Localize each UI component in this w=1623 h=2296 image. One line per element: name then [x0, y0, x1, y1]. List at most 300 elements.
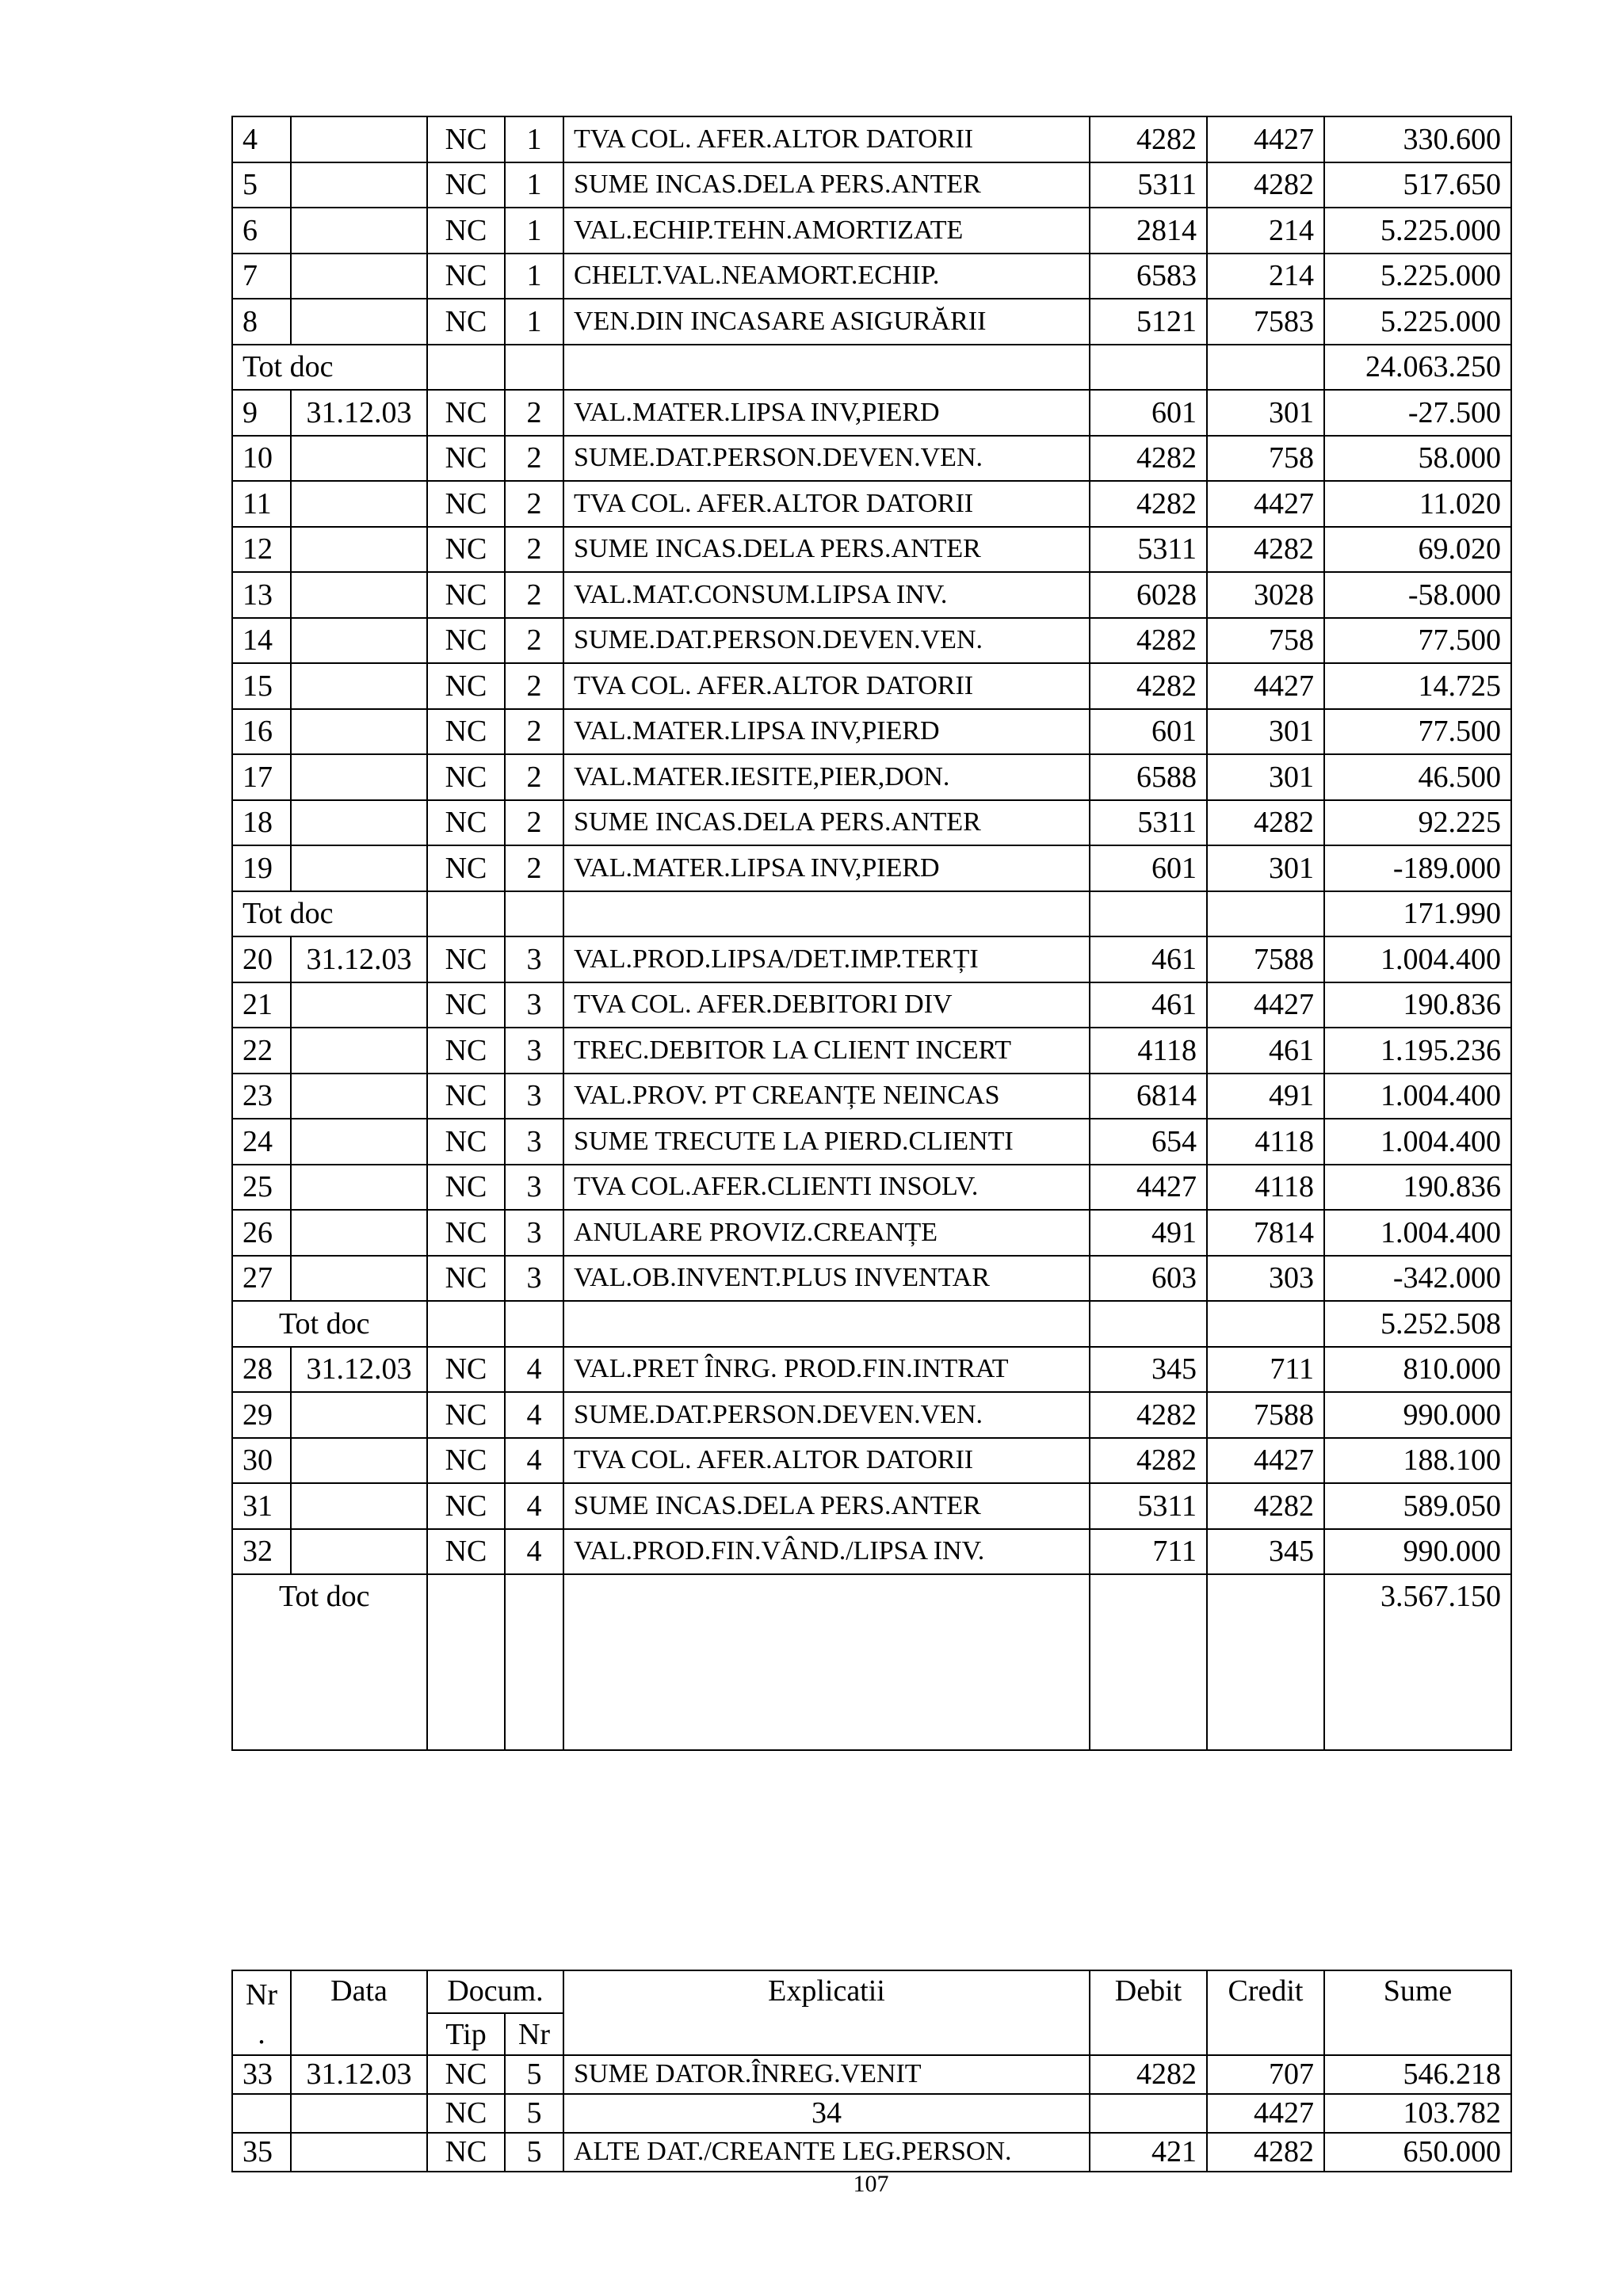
row-date: [291, 845, 427, 891]
row-amount: -58.000: [1324, 572, 1511, 618]
row-date: [291, 116, 427, 162]
row-doc-number: 2: [505, 481, 563, 527]
table-row: [232, 1392, 1511, 1438]
row-explanation: VAL.PROD.FIN.VÂND./LIPSA INV.: [563, 1529, 1090, 1575]
row-debit: 4282: [1090, 663, 1207, 709]
row-explanation: VAL.PROV. PT CREANȚE NEINCAS: [563, 1074, 1090, 1119]
row-amount: 69.020: [1324, 527, 1511, 573]
table-row: [232, 436, 1511, 482]
row-date: 31.12.03: [291, 936, 427, 982]
row-doc-number: 2: [505, 663, 563, 709]
row-doc-type: NC: [427, 299, 505, 345]
row-doc-number: 1: [505, 116, 563, 162]
row-debit: 5121: [1090, 299, 1207, 345]
row-explanation: SUME.DAT.PERSON.DEVEN.VEN.: [563, 436, 1090, 482]
row-debit: 5311: [1090, 800, 1207, 846]
row-number: 11: [232, 481, 291, 527]
row-number: 15: [232, 663, 291, 709]
table-row: [232, 845, 1511, 891]
row-doc-type: NC: [427, 527, 505, 573]
row-amount: -342.000: [1324, 1256, 1511, 1302]
row-date: [291, 1028, 427, 1074]
row-doc-number: 4: [505, 1347, 563, 1393]
row-date: [291, 709, 427, 755]
row-doc-type: NC: [427, 754, 505, 800]
table-row: [232, 1483, 1511, 1529]
row-debit: 4282: [1090, 1392, 1207, 1438]
row-number: 13: [232, 572, 291, 618]
row-amount: 1.004.400: [1324, 1074, 1511, 1119]
row-explanation: VAL.MATER.LIPSA INV,PIERD: [563, 709, 1090, 755]
row-debit: 4282: [1090, 2055, 1207, 2094]
row-debit: 345: [1090, 1347, 1207, 1393]
total-empty-tip: [427, 1574, 505, 1750]
row-debit: 603: [1090, 1256, 1207, 1302]
row-date: [291, 618, 427, 664]
document-total-row: [232, 345, 1511, 391]
row-doc-type: NC: [427, 663, 505, 709]
row-doc-type: NC: [427, 845, 505, 891]
total-empty-debit: [1090, 345, 1207, 391]
row-date: [291, 1210, 427, 1256]
row-credit: 4427: [1207, 481, 1324, 527]
row-number: 33: [232, 2055, 291, 2094]
row-debit: 6583: [1090, 254, 1207, 299]
row-amount: 103.782: [1324, 2094, 1511, 2133]
row-credit: 4118: [1207, 1119, 1324, 1165]
row-doc-type: NC: [427, 1483, 505, 1529]
row-explanation: VAL.MAT.CONSUM.LIPSA INV.: [563, 572, 1090, 618]
row-number: 16: [232, 709, 291, 755]
row-number: 9: [232, 390, 291, 436]
row-doc-number: 3: [505, 1028, 563, 1074]
total-empty-credit: [1207, 345, 1324, 391]
table-row: [232, 618, 1511, 664]
row-credit: 214: [1207, 254, 1324, 299]
row-amount: 990.000: [1324, 1392, 1511, 1438]
row-doc-number: 2: [505, 709, 563, 755]
total-amount: 3.567.150: [1324, 1574, 1511, 1750]
row-amount: 188.100: [1324, 1438, 1511, 1484]
total-amount: 24.063.250: [1324, 345, 1511, 391]
row-date: [291, 754, 427, 800]
row-doc-number: 5: [505, 2094, 563, 2133]
row-debit: 6814: [1090, 1074, 1207, 1119]
total-empty-explanation: [563, 1574, 1090, 1750]
total-empty-debit: [1090, 1574, 1207, 1750]
row-debit: 601: [1090, 709, 1207, 755]
row-date: [291, 527, 427, 573]
row-doc-number: 1: [505, 254, 563, 299]
row-explanation: SUME INCAS.DELA PERS.ANTER: [563, 527, 1090, 573]
row-number: 6: [232, 208, 291, 254]
row-explanation: VAL.MATER.IESITE,PIER,DON.: [563, 754, 1090, 800]
table-row: [232, 116, 1511, 162]
row-amount: 1.004.400: [1324, 1210, 1511, 1256]
row-credit: 707: [1207, 2055, 1324, 2094]
row-doc-number: 1: [505, 162, 563, 208]
row-date: [291, 572, 427, 618]
row-doc-type: NC: [427, 2133, 505, 2172]
row-number: 8: [232, 299, 291, 345]
row-date: [291, 1438, 427, 1484]
row-explanation: VAL.PROD.LIPSA/DET.IMP.TERȚI: [563, 936, 1090, 982]
row-date: [291, 1256, 427, 1302]
row-doc-type: NC: [427, 1256, 505, 1302]
total-empty-doc: [505, 891, 563, 937]
row-explanation: SUME TRECUTE LA PIERD.CLIENTI: [563, 1119, 1090, 1165]
row-amount: 990.000: [1324, 1529, 1511, 1575]
row-debit: 461: [1090, 982, 1207, 1028]
total-empty-explanation: [563, 1301, 1090, 1347]
row-doc-type: NC: [427, 254, 505, 299]
table-row: [232, 1210, 1511, 1256]
row-doc-type: NC: [427, 936, 505, 982]
total-empty-debit: [1090, 891, 1207, 937]
row-date: [291, 2094, 427, 2133]
row-debit: 5311: [1090, 1483, 1207, 1529]
row-doc-number: 3: [505, 1256, 563, 1302]
row-doc-type: NC: [427, 572, 505, 618]
row-doc-number: 2: [505, 845, 563, 891]
row-explanation: TVA COL. AFER.ALTOR DATORII: [563, 1438, 1090, 1484]
row-amount: 14.725: [1324, 663, 1511, 709]
row-explanation: TVA COL. AFER.ALTOR DATORII: [563, 481, 1090, 527]
total-empty-doc: [505, 1574, 563, 1750]
row-explanation: VEN.DIN INCASARE ASIGURĂRII: [563, 299, 1090, 345]
document-total-row: [232, 1301, 1511, 1347]
row-explanation: VAL.PRET ÎNRG. PROD.FIN.INTRAT: [563, 1347, 1090, 1393]
row-number: 26: [232, 1210, 291, 1256]
row-amount: -27.500: [1324, 390, 1511, 436]
row-credit: 4427: [1207, 116, 1324, 162]
header-nr-dot: .: [258, 2017, 265, 2051]
journal-table: [231, 116, 1512, 1751]
total-label: Tot doc: [232, 345, 427, 391]
row-date: 31.12.03: [291, 1347, 427, 1393]
row-number: 21: [232, 982, 291, 1028]
journal-table-body: [232, 116, 1511, 1750]
row-number: 10: [232, 436, 291, 482]
row-doc-type: NC: [427, 436, 505, 482]
row-doc-type: NC: [427, 1028, 505, 1074]
row-explanation: VAL.ECHIP.TEHN.AMORTIZATE: [563, 208, 1090, 254]
row-date: 31.12.03: [291, 2055, 427, 2094]
table-row: [232, 709, 1511, 755]
row-credit: 4282: [1207, 800, 1324, 846]
row-amount: 589.050: [1324, 1483, 1511, 1529]
row-number: [232, 2094, 291, 2133]
row-credit: 4282: [1207, 1483, 1324, 1529]
row-doc-number: 4: [505, 1438, 563, 1484]
row-debit: 4282: [1090, 436, 1207, 482]
row-debit: 461: [1090, 936, 1207, 982]
total-label: Tot doc: [232, 1574, 427, 1750]
row-amount: 46.500: [1324, 754, 1511, 800]
row-doc-number: 3: [505, 1165, 563, 1211]
table-row: [232, 1256, 1511, 1302]
row-date: [291, 2133, 427, 2172]
row-date: [291, 1392, 427, 1438]
row-credit: 4282: [1207, 2133, 1324, 2172]
row-explanation: VAL.MATER.LIPSA INV,PIERD: [563, 845, 1090, 891]
total-empty-doc: [505, 345, 563, 391]
row-amount: 546.218: [1324, 2055, 1511, 2094]
row-date: [291, 1074, 427, 1119]
row-doc-type: NC: [427, 1165, 505, 1211]
row-credit: 4427: [1207, 2094, 1324, 2133]
row-doc-type: NC: [427, 481, 505, 527]
row-doc-type: NC: [427, 1347, 505, 1393]
total-empty-explanation: [563, 891, 1090, 937]
row-credit: 3028: [1207, 572, 1324, 618]
row-credit: 301: [1207, 754, 1324, 800]
row-debit: 5311: [1090, 527, 1207, 573]
row-debit: 491: [1090, 1210, 1207, 1256]
row-amount: 77.500: [1324, 709, 1511, 755]
row-doc-type: NC: [427, 2055, 505, 2094]
row-amount: 650.000: [1324, 2133, 1511, 2172]
row-amount: 1.195.236: [1324, 1028, 1511, 1074]
row-credit: 758: [1207, 436, 1324, 482]
row-debit: 4282: [1090, 116, 1207, 162]
row-credit: 461: [1207, 1028, 1324, 1074]
row-explanation: SUME INCAS.DELA PERS.ANTER: [563, 162, 1090, 208]
row-doc-type: NC: [427, 1210, 505, 1256]
row-doc-number: 2: [505, 572, 563, 618]
row-explanation: ALTE DAT./CREANTE LEG.PERSON.: [563, 2133, 1090, 2172]
row-credit: 301: [1207, 845, 1324, 891]
row-debit: 4118: [1090, 1028, 1207, 1074]
row-explanation: SUME.DAT.PERSON.DEVEN.VEN.: [563, 618, 1090, 664]
row-explanation: CHELT.VAL.NEAMORT.ECHIP.: [563, 254, 1090, 299]
row-debit: 711: [1090, 1529, 1207, 1575]
row-number: 19: [232, 845, 291, 891]
row-doc-type: NC: [427, 2094, 505, 2133]
table-row: [232, 663, 1511, 709]
row-credit: 345: [1207, 1529, 1324, 1575]
row-date: 31.12.03: [291, 390, 427, 436]
table-row: [232, 1028, 1511, 1074]
total-label: Tot doc: [232, 891, 427, 937]
row-date: [291, 1119, 427, 1165]
row-credit: 711: [1207, 1347, 1324, 1393]
document-total-row: [232, 1574, 1511, 1750]
row-amount: -189.000: [1324, 845, 1511, 891]
row-amount: 1.004.400: [1324, 1119, 1511, 1165]
row-debit: 601: [1090, 845, 1207, 891]
row-doc-type: NC: [427, 208, 505, 254]
row-debit: 6588: [1090, 754, 1207, 800]
row-doc-type: NC: [427, 1074, 505, 1119]
total-empty-tip: [427, 345, 505, 391]
table-row: [232, 527, 1511, 573]
table-row: [232, 208, 1511, 254]
row-doc-type: NC: [427, 800, 505, 846]
row-explanation: SUME INCAS.DELA PERS.ANTER: [563, 800, 1090, 846]
document-total-row: [232, 891, 1511, 937]
row-date: [291, 436, 427, 482]
row-number: 25: [232, 1165, 291, 1211]
row-doc-number: 3: [505, 1210, 563, 1256]
header-data: Data: [291, 1970, 427, 2055]
total-empty-explanation: [563, 345, 1090, 391]
row-amount: 190.836: [1324, 982, 1511, 1028]
row-explanation: TVA COL.AFER.CLIENTI INSOLV.: [563, 1165, 1090, 1211]
row-amount: 11.020: [1324, 481, 1511, 527]
table-row: [232, 1347, 1511, 1393]
table-row: [232, 982, 1511, 1028]
row-doc-number: 2: [505, 527, 563, 573]
row-amount: 810.000: [1324, 1347, 1511, 1393]
row-doc-number: 2: [505, 436, 563, 482]
total-empty-credit: [1207, 1301, 1324, 1347]
row-number: 24: [232, 1119, 291, 1165]
header-nr: [232, 1970, 291, 2055]
row-number: 4: [232, 116, 291, 162]
row-date: [291, 1529, 427, 1575]
row-debit: 421: [1090, 2133, 1207, 2172]
row-doc-type: NC: [427, 1529, 505, 1575]
row-number: 17: [232, 754, 291, 800]
header-doc-nr: Nr: [505, 2013, 563, 2054]
table-row: [232, 1165, 1511, 1211]
table-row: [232, 1074, 1511, 1119]
row-debit: 601: [1090, 390, 1207, 436]
header-explicatii: Explicatii: [563, 1970, 1090, 2055]
header-nr-label: Nr: [245, 1978, 278, 2012]
journal-table-continued-body: [232, 1970, 1511, 2172]
row-debit: 6028: [1090, 572, 1207, 618]
total-empty-credit: [1207, 891, 1324, 937]
row-explanation: SUME.DAT.PERSON.DEVEN.VEN.: [563, 1392, 1090, 1438]
table-header-row: [232, 1970, 1511, 2013]
total-amount: 171.990: [1324, 891, 1511, 937]
row-debit: 4282: [1090, 618, 1207, 664]
row-debit: 654: [1090, 1119, 1207, 1165]
row-number: 27: [232, 1256, 291, 1302]
table-row: [232, 572, 1511, 618]
row-doc-number: 4: [505, 1392, 563, 1438]
row-doc-number: 2: [505, 618, 563, 664]
row-explanation: VAL.OB.INVENT.PLUS INVENTAR: [563, 1256, 1090, 1302]
row-date: [291, 162, 427, 208]
row-doc-number: 1: [505, 299, 563, 345]
table-row: [232, 1119, 1511, 1165]
table-row: [232, 254, 1511, 299]
page-number: 107: [853, 2171, 889, 2197]
table-row: [232, 1438, 1511, 1484]
table-row: [232, 162, 1511, 208]
row-amount: 517.650: [1324, 162, 1511, 208]
row-number: 28: [232, 1347, 291, 1393]
row-date: [291, 208, 427, 254]
row-date: [291, 982, 427, 1028]
row-number: 31: [232, 1483, 291, 1529]
row-doc-type: NC: [427, 982, 505, 1028]
row-credit: 214: [1207, 208, 1324, 254]
row-date: [291, 800, 427, 846]
row-amount: 1.004.400: [1324, 936, 1511, 982]
row-doc-type: NC: [427, 162, 505, 208]
row-number: 20: [232, 936, 291, 982]
row-credit: 303: [1207, 1256, 1324, 1302]
row-debit: 5311: [1090, 162, 1207, 208]
row-explanation: TVA COL. AFER.DEBITORI DIV: [563, 982, 1090, 1028]
row-credit: 4282: [1207, 162, 1324, 208]
row-credit: 7588: [1207, 936, 1324, 982]
header-docum: Docum.: [427, 1970, 563, 2013]
total-amount: 5.252.508: [1324, 1301, 1511, 1347]
row-doc-number: 4: [505, 1483, 563, 1529]
row-explanation: VAL.MATER.LIPSA INV,PIERD: [563, 390, 1090, 436]
table-row: [232, 299, 1511, 345]
table-row: [232, 2055, 1511, 2094]
row-debit: [1090, 2094, 1207, 2133]
total-empty-doc: [505, 1301, 563, 1347]
row-number: 30: [232, 1438, 291, 1484]
row-explanation: 34: [563, 2094, 1090, 2133]
table-row: [232, 1529, 1511, 1575]
journal-table-continued: [231, 1970, 1512, 2172]
table-row: [232, 390, 1511, 436]
row-credit: 758: [1207, 618, 1324, 664]
row-number: 23: [232, 1074, 291, 1119]
row-credit: 491: [1207, 1074, 1324, 1119]
row-date: [291, 663, 427, 709]
row-amount: 5.225.000: [1324, 254, 1511, 299]
row-doc-number: 3: [505, 936, 563, 982]
row-amount: 190.836: [1324, 1165, 1511, 1211]
total-empty-tip: [427, 891, 505, 937]
row-amount: 5.225.000: [1324, 299, 1511, 345]
row-date: [291, 1483, 427, 1529]
row-doc-type: NC: [427, 116, 505, 162]
row-amount: 5.225.000: [1324, 208, 1511, 254]
row-debit: 4282: [1090, 1438, 1207, 1484]
total-empty-tip: [427, 1301, 505, 1347]
row-date: [291, 1165, 427, 1211]
row-doc-type: NC: [427, 1438, 505, 1484]
row-explanation: SUME DATOR.ÎNREG.VENIT: [563, 2055, 1090, 2094]
table-row: [232, 2094, 1511, 2133]
row-date: [291, 481, 427, 527]
row-amount: 77.500: [1324, 618, 1511, 664]
row-explanation: TVA COL. AFER.ALTOR DATORII: [563, 116, 1090, 162]
table-row: [232, 481, 1511, 527]
row-credit: 301: [1207, 709, 1324, 755]
row-doc-type: NC: [427, 1119, 505, 1165]
row-doc-number: 3: [505, 1074, 563, 1119]
row-doc-number: 2: [505, 754, 563, 800]
row-credit: 7583: [1207, 299, 1324, 345]
row-credit: 301: [1207, 390, 1324, 436]
row-doc-number: 3: [505, 1119, 563, 1165]
row-doc-number: 1: [505, 208, 563, 254]
row-explanation: ANULARE PROVIZ.CREANȚE: [563, 1210, 1090, 1256]
row-number: 29: [232, 1392, 291, 1438]
row-doc-number: 2: [505, 390, 563, 436]
table-row: [232, 800, 1511, 846]
row-credit: 4427: [1207, 1438, 1324, 1484]
row-doc-type: NC: [427, 390, 505, 436]
header-sume: Sume: [1324, 1970, 1511, 2055]
row-number: 35: [232, 2133, 291, 2172]
row-doc-number: 5: [505, 2133, 563, 2172]
row-number: 22: [232, 1028, 291, 1074]
header-debit: Debit: [1090, 1970, 1207, 2055]
table-row: [232, 2133, 1511, 2172]
